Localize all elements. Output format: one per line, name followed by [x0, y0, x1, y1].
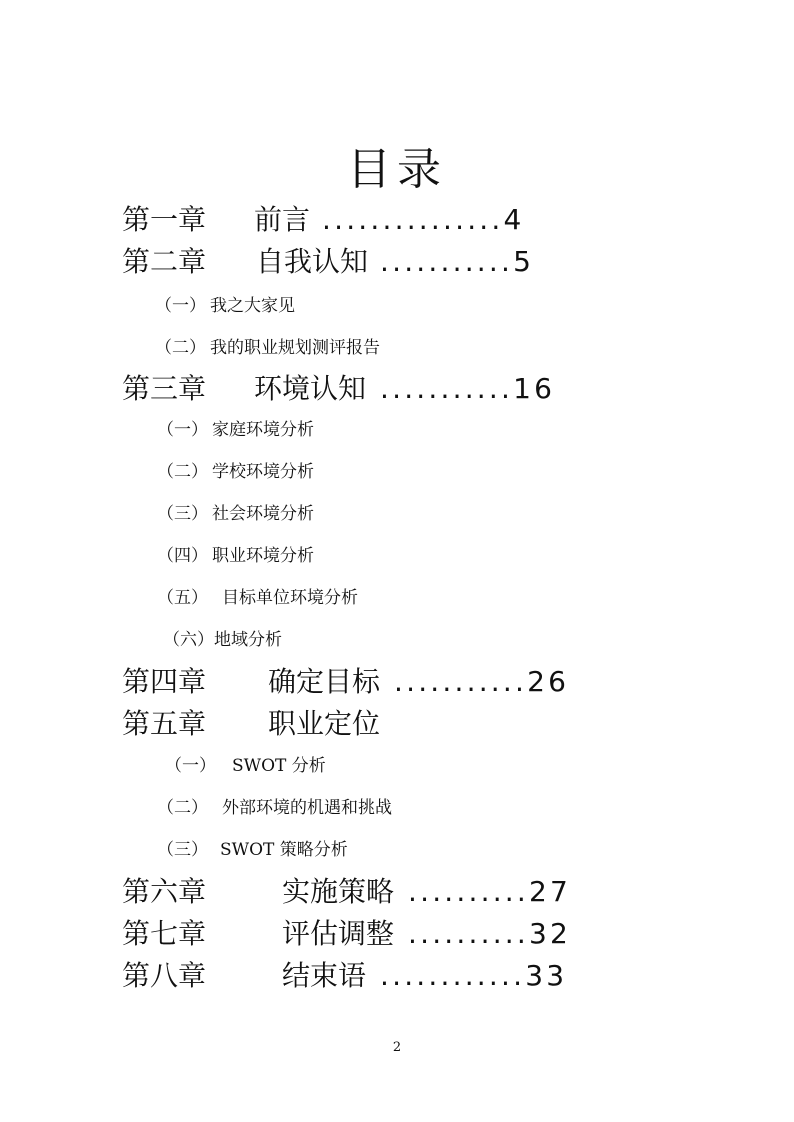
toc-chapter-2[interactable]: [122, 244, 535, 280]
toc-chapter-4[interactable]: [122, 664, 570, 700]
section-label: （三）: [157, 504, 208, 524]
toc-section[interactable]: [155, 294, 295, 318]
chapter-title: 职业定位: [268, 707, 381, 740]
chapter-leader: ..........27: [408, 875, 572, 908]
chapter-page: 26: [527, 665, 570, 698]
chapter-leader: ............33: [380, 959, 568, 992]
section-label: （二）: [157, 462, 208, 482]
toc-chapter-6[interactable]: [122, 874, 572, 910]
toc-section[interactable]: [157, 586, 358, 610]
section-label: （一）: [157, 420, 208, 440]
toc-section[interactable]: [157, 418, 314, 442]
toc-chapter-8[interactable]: [122, 958, 568, 994]
toc-chapter-7[interactable]: [122, 916, 572, 952]
toc-title: 目录: [347, 144, 447, 195]
chapter-page: 16: [513, 372, 556, 405]
chapter-title: 自我认知: [256, 245, 369, 278]
chapter-page: 4: [503, 203, 525, 236]
section-text: 目标单位环境分析: [222, 588, 358, 608]
toc-chapter-3[interactable]: [122, 371, 556, 407]
chapter-leader: ...........26: [394, 665, 570, 698]
section-text: SWOT 分析: [232, 756, 326, 776]
chapter-number: 第一章: [122, 203, 207, 236]
chapter-title: 环境认知: [254, 372, 367, 405]
toc-section[interactable]: [163, 628, 282, 652]
section-label: （六）: [163, 630, 214, 650]
toc-section[interactable]: [155, 336, 380, 360]
chapter-title: 实施策略: [282, 875, 395, 908]
section-label: （四）: [157, 546, 208, 566]
section-text: 地域分析: [214, 630, 282, 650]
page-number: 2: [392, 1040, 402, 1055]
chapter-number: 第五章: [122, 707, 207, 740]
chapter-number: 第二章: [122, 245, 207, 278]
chapter-title: 确定目标: [268, 665, 381, 698]
toc-chapter-5[interactable]: [122, 706, 381, 742]
chapter-leader: ..........32: [408, 917, 572, 950]
section-label: （二）: [155, 338, 206, 358]
chapter-title: 结束语: [282, 959, 367, 992]
section-label: （一）: [165, 756, 216, 776]
section-label: （三）: [157, 840, 208, 860]
section-label: （五）: [157, 588, 208, 608]
toc-section[interactable]: [165, 754, 326, 778]
chapter-page: 5: [513, 245, 535, 278]
section-text: 我的职业规划测评报告: [210, 338, 380, 358]
chapter-page: 33: [525, 959, 568, 992]
chapter-leader: ...........16: [380, 372, 556, 405]
chapter-leader: ...............4: [322, 203, 525, 236]
section-text: 职业环境分析: [212, 546, 314, 566]
toc-section[interactable]: [157, 460, 314, 484]
section-text: 我之大家见: [210, 296, 295, 316]
toc-chapter-1[interactable]: [122, 202, 525, 238]
chapter-number: 第三章: [122, 372, 207, 405]
chapter-title: 前言: [254, 203, 311, 236]
chapter-number: 第八章: [122, 959, 207, 992]
toc-section[interactable]: [157, 796, 392, 820]
chapter-title: 评估调整: [282, 917, 395, 950]
section-text: 社会环境分析: [212, 504, 314, 524]
section-text: SWOT 策略分析: [220, 840, 348, 860]
toc-section[interactable]: [157, 544, 314, 568]
chapter-page: 32: [529, 917, 572, 950]
chapter-leader: ...........5: [380, 245, 535, 278]
section-text: 学校环境分析: [212, 462, 314, 482]
section-text: 家庭环境分析: [212, 420, 314, 440]
chapter-number: 第七章: [122, 917, 207, 950]
section-label: （一）: [155, 296, 206, 316]
section-label: （二）: [157, 798, 208, 818]
chapter-number: 第六章: [122, 875, 207, 908]
toc-section[interactable]: [157, 502, 314, 526]
toc-section[interactable]: [157, 838, 348, 862]
section-text: 外部环境的机遇和挑战: [222, 798, 392, 818]
chapter-number: 第四章: [122, 665, 207, 698]
chapter-page: 27: [529, 875, 572, 908]
